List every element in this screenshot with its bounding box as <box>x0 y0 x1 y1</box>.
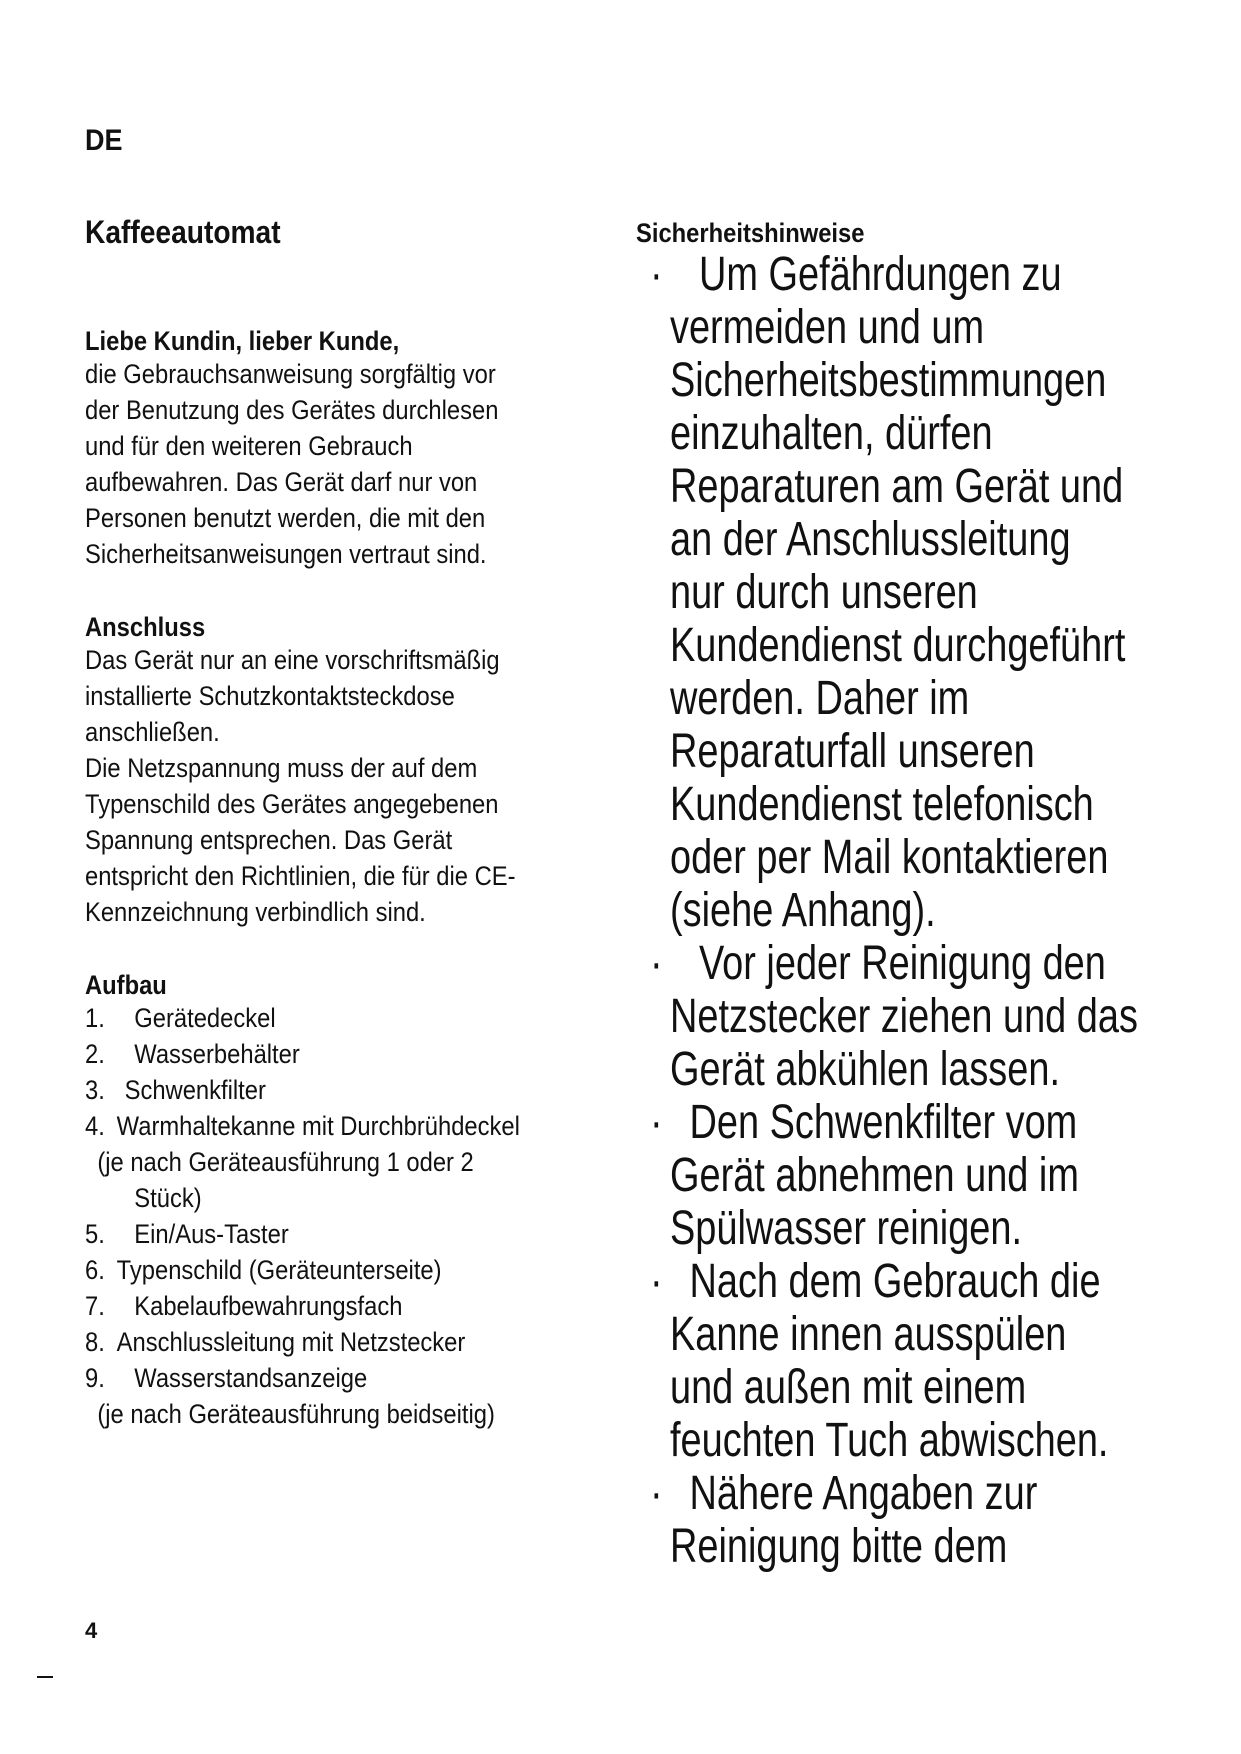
parts-list-item <box>85 1036 578 1072</box>
anschluss-line: Kennzeichnung verbindlich sind. <box>85 897 426 927</box>
intro-line: aufbewahren. Das Gerät darf nur von <box>85 467 478 497</box>
bullet-continuation: Gerät abkühlen lassen. <box>670 1043 1060 1096</box>
intro-line: die Gebrauchsanweisung sorgfältig vor <box>85 359 496 389</box>
aufbau-heading: Aufbau <box>85 970 167 1000</box>
parts-list-note: (je nach Geräteausführung 1 oder 2 <box>97 1147 474 1177</box>
safety-bullet <box>650 1467 1108 1520</box>
bullet-dot: · <box>650 1467 663 1520</box>
anschluss-line: Die Netzspannung muss der auf dem <box>85 753 478 783</box>
bullet-continuation: Gerät abnehmen und im <box>670 1149 1079 1202</box>
bullet-continuation: und außen mit einem <box>670 1361 1027 1414</box>
parts-list-item <box>85 1324 578 1360</box>
intro-heading: Liebe Kundin, lieber Kunde, <box>85 326 400 356</box>
item-text: Wasserstandsanzeige <box>134 1363 368 1393</box>
bullet-continuation: vermeiden und um <box>670 301 985 354</box>
intro-line: und für den weiteren Gebrauch <box>85 431 413 461</box>
item-text: Anschlussleitung mit Netzstecker <box>116 1327 466 1357</box>
item-text: Wasserbehälter <box>134 1039 300 1069</box>
safety-bullet <box>650 1255 1108 1308</box>
safety-bullet <box>650 1096 1108 1149</box>
parts-list <box>85 1000 645 1432</box>
item-number: 9. <box>85 1363 105 1393</box>
item-number: 4. <box>85 1111 105 1141</box>
item-number: 2. <box>85 1039 105 1069</box>
bullet-continuation: Netzstecker ziehen und das <box>670 990 1138 1043</box>
bullet-dot: · <box>650 1255 663 1308</box>
bullet-dot: · <box>650 1096 663 1149</box>
anschluss-line: Das Gerät nur an eine vorschriftsmäßig <box>85 645 500 675</box>
intro-line: Personen benutzt werden, die mit den <box>85 503 486 533</box>
bullet-continuation: Kundendienst durchgeführt <box>670 619 1126 672</box>
bullet-continuation: feuchten Tuch abwischen. <box>670 1414 1109 1467</box>
anschluss-line: installierte Schutzkontaktsteckdose <box>85 681 455 711</box>
parts-list-item <box>85 1108 578 1144</box>
bullet-continuation: Reinigung bitte dem <box>670 1520 1008 1573</box>
bullet-continuation: einzuhalten, dürfen <box>670 407 993 460</box>
bullet-continuation: an der Anschlussleitung <box>670 513 1071 566</box>
item-number: 6. <box>85 1255 105 1285</box>
bullet-continuation: Reparaturen am Gerät und <box>670 460 1124 513</box>
item-text: Typenschild (Geräteunterseite) <box>116 1255 442 1285</box>
item-number: 1. <box>85 1003 105 1033</box>
bullet-continuation: Kanne innen ausspülen <box>670 1308 1067 1361</box>
intro-section <box>85 326 645 572</box>
item-text: Ein/Aus-Taster <box>134 1219 289 1249</box>
item-text: Kabelaufbewahrungsfach <box>134 1291 403 1321</box>
bullet-text: Nähere Angaben zur <box>689 1467 1038 1520</box>
anschluss-line: Typenschild des Gerätes angegebenen <box>85 789 499 819</box>
parts-list-item <box>85 1360 578 1396</box>
aufbau-section <box>85 970 645 1432</box>
page-number: 4 <box>85 1618 98 1643</box>
parts-list-note: Stück) <box>134 1183 202 1213</box>
safety-bullet <box>650 937 1108 990</box>
bullet-continuation: oder per Mail kontaktieren <box>670 831 1109 884</box>
footer-dash <box>37 1676 53 1678</box>
parts-list-item <box>85 1252 578 1288</box>
bullet-continuation: nur durch unseren <box>670 566 978 619</box>
item-number: 5. <box>85 1219 105 1249</box>
bullet-continuation: Spülwasser reinigen. <box>670 1202 1023 1255</box>
item-text: Schwenkfilter <box>124 1075 266 1105</box>
anschluss-line: Spannung entsprechen. Das Gerät <box>85 825 453 855</box>
page-title: Kaffeeautomat <box>85 214 281 250</box>
bullet-continuation: Reparaturfall unseren <box>670 725 1035 778</box>
bullet-text: Um Gefährdungen zu <box>698 248 1062 301</box>
item-text: Warmhaltekanne mit Durchbrühdeckel <box>116 1111 520 1141</box>
safety-section <box>650 248 1230 1573</box>
bullet-dot: · <box>650 937 663 990</box>
anschluss-section <box>85 612 645 930</box>
parts-list-item <box>85 1000 578 1036</box>
parts-list-item <box>85 1288 578 1324</box>
item-number: 8. <box>85 1327 105 1357</box>
language-code: DE <box>85 124 123 157</box>
parts-list-item <box>85 1072 578 1108</box>
bullet-continuation: (siehe Anhang). <box>670 884 936 937</box>
item-text: Gerätedeckel <box>134 1003 276 1033</box>
parts-list-item <box>85 1216 578 1252</box>
safety-heading: Sicherheitshinweise <box>636 218 865 248</box>
intro-line: Sicherheitsanweisungen vertraut sind. <box>85 539 487 569</box>
bullet-continuation: werden. Daher im <box>670 672 970 725</box>
anschluss-line: entspricht den Richtlinien, die für die CE- <box>85 861 516 891</box>
item-number: 3. <box>85 1075 105 1105</box>
bullet-continuation: Sicherheitsbestimmungen <box>670 354 1107 407</box>
bullet-dot: · <box>650 248 663 301</box>
bullet-text: Den Schwenkfilter vom <box>689 1096 1078 1149</box>
bullet-continuation: Kundendienst telefonisch <box>670 778 1094 831</box>
bullet-text: Vor jeder Reinigung den <box>698 937 1106 990</box>
anschluss-line: anschließen. <box>85 717 220 747</box>
item-number: 7. <box>85 1291 105 1321</box>
anschluss-heading: Anschluss <box>85 612 206 642</box>
bullet-text: Nach dem Gebrauch die <box>689 1255 1101 1308</box>
safety-bullet <box>650 248 1108 301</box>
parts-list-note: (je nach Geräteausführung beidseitig) <box>97 1399 495 1429</box>
intro-line: der Benutzung des Gerätes durchlesen <box>85 395 499 425</box>
